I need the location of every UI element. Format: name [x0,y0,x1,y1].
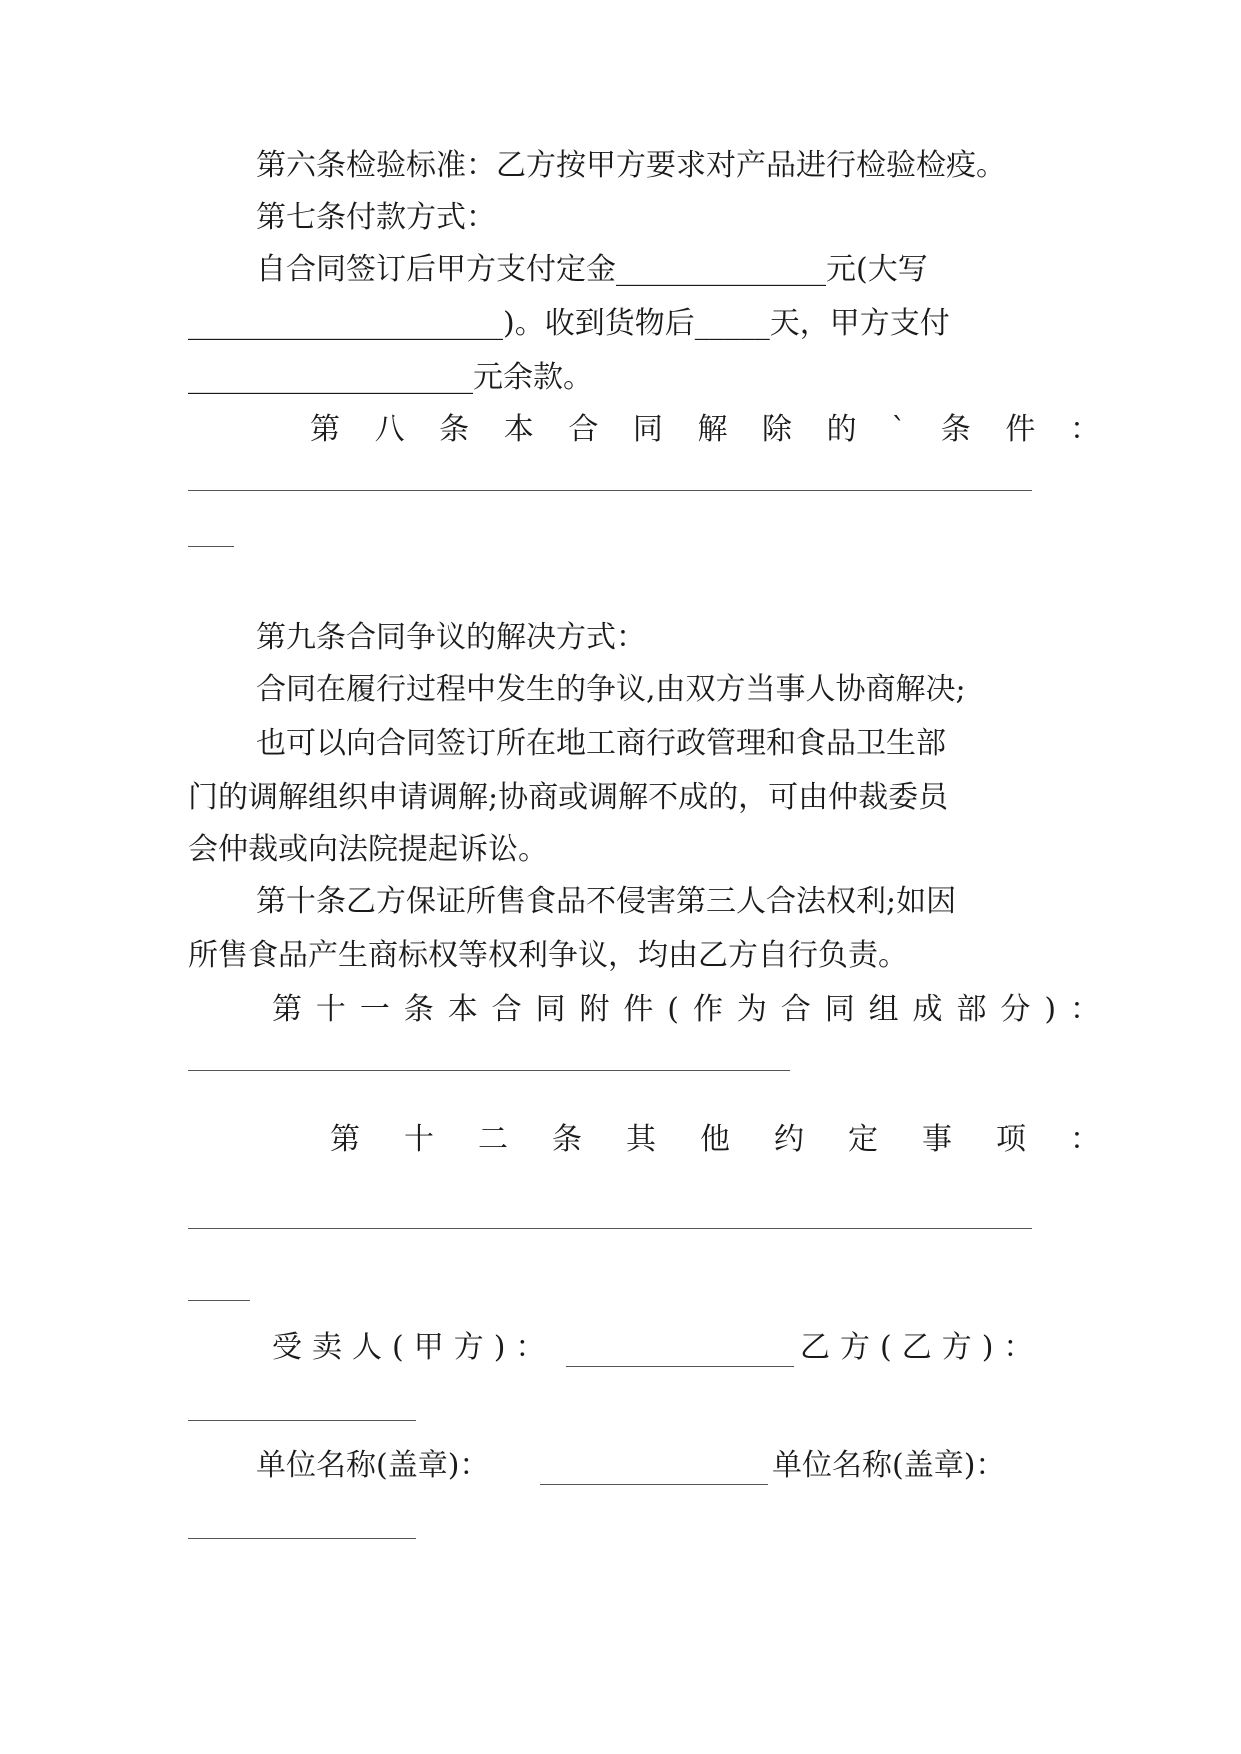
article-7-line-1: 自合同签订后甲方支付定金______________元(大写 [256,252,928,287]
article-6-line: 第六条检验标准：乙方按甲方要求对产品进行检验检疫。 [256,148,1006,183]
title-char: 事 [922,1122,952,1157]
title-char: 合 [568,412,599,447]
title-char: 组 [868,992,899,1027]
article-8-title [310,410,1100,450]
article-9-line-1: 合同在履行过程中发生的争议,由双方当事人协商解决; [256,672,966,707]
title-char: ) [1044,992,1057,1027]
title-char: 本 [503,412,534,447]
article-8-blank-line [188,490,1032,491]
title-char: 分 [1000,992,1031,1027]
title-char: 合 [491,992,522,1027]
seller-label: 乙方(乙方)： [800,1330,1044,1365]
title-char: ： [1070,1122,1100,1157]
title-char: 部 [956,992,987,1027]
seller-blank-line [188,1420,416,1421]
title-char: 同 [632,412,663,447]
title-char: 约 [774,1122,804,1157]
title-char: 第 [272,992,302,1027]
title-char: ： [1069,412,1100,447]
title-char: 成 [912,992,943,1027]
title-char: 八 [374,412,405,447]
unit-name-label-left: 单位名称(盖章)： [256,1448,490,1483]
unit-name-label-right: 单位名称(盖章)： [772,1448,1006,1483]
title-char: 项 [996,1122,1026,1157]
article-7-line-3: ___________________元余款。 [188,360,593,395]
title-char: 的 [826,412,857,447]
title-char: 同 [824,992,855,1027]
article-12-blank-line [188,1300,250,1301]
article-10-line-2: 所售食品产生商标权等权利争议，均由乙方自行负责。 [188,938,908,973]
title-char: 件 [623,992,654,1027]
title-char: 条 [403,992,434,1027]
title-char: 件 [1005,412,1036,447]
title-char: 条 [552,1122,582,1157]
title-char: 定 [848,1122,878,1157]
title-char: ( [667,992,680,1027]
title-char: 他 [700,1122,730,1157]
title-char: 为 [736,992,767,1027]
article-7-line-2: _____________________)。收到货物后_____天，甲方支付 [188,306,950,341]
title-char: 同 [535,992,566,1027]
title-char: 条 [940,412,971,447]
title-char: ： [1069,992,1100,1027]
article-11-title [272,990,1100,1030]
buyer-blank-line [566,1366,794,1367]
buyer-label: 受卖人(甲方)： [272,1330,556,1365]
title-char: 合 [780,992,811,1027]
title-char: 作 [692,992,723,1027]
article-9-line-4: 会仲裁或向法院提起诉讼。 [188,832,548,867]
article-8-blank-line [188,546,234,547]
title-char: 二 [478,1122,508,1157]
title-char: 十 [404,1122,434,1157]
unit-name-blank-right [188,1538,416,1539]
article-7-title: 第七条付款方式： [256,200,496,235]
title-char: 第 [330,1122,360,1157]
article-9-title: 第九条合同争议的解决方式： [256,620,646,655]
article-9-line-3: 门的调解组织申请调解;协商或调解不成的，可由仲裁委员 [188,780,949,815]
title-char: 其 [626,1122,656,1157]
article-10-line-1: 第十条乙方保证所售食品不侵害第三人合法权利;如因 [256,884,957,919]
title-char: 解 [697,412,728,447]
title-char: 十 [315,992,346,1027]
article-12-title [330,1120,1100,1160]
title-char: 第 [310,412,340,447]
title-char: 附 [579,992,610,1027]
unit-name-blank-left [540,1484,768,1485]
title-char: ` [891,412,907,447]
article-9-line-2: 也可以向合同签订所在地工商行政管理和食品卫生部 [256,726,946,761]
article-11-blank-line [188,1070,790,1071]
title-char: 除 [762,412,793,447]
title-char: 一 [359,992,390,1027]
title-char: 条 [439,412,470,447]
title-char: 本 [447,992,478,1027]
article-12-blank-line [188,1228,1032,1229]
